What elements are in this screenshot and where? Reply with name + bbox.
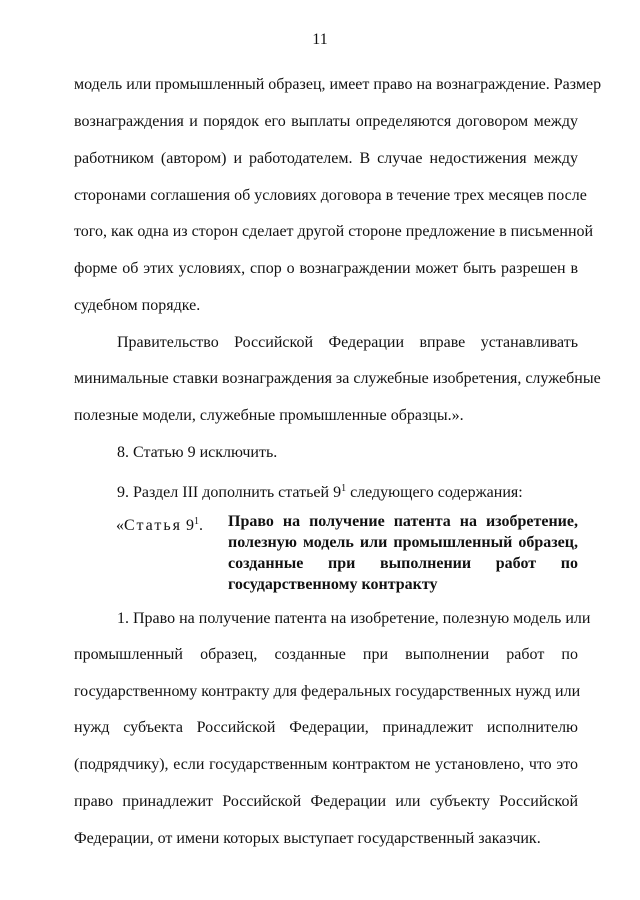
text-line: 1. Право на получение патента на изобретение, полезную модель или <box>117 610 591 627</box>
text-line: модель или промышленный образец, имеет право на вознаграждение. Размер <box>74 76 602 93</box>
text-line: (подрядчику), если государственным контрактом не установлено, что это <box>74 756 578 773</box>
article-label: «Статья $9^1$. <box>116 516 203 534</box>
text-line: судебном порядке. <box>74 297 201 314</box>
text-line: Правительство Российской Федерации вправе устанавливать <box>117 334 578 351</box>
item-9: 9. Раздел III дополнить статьей $9^1$ следующего содержания: <box>117 483 523 501</box>
text-line: нужд субъекта Российской Федерации, принадлежит исполнителю <box>74 719 578 736</box>
text-line: полезные модели, служебные промышленные образцы.». <box>74 407 464 424</box>
text-line: вознаграждения и порядок его выплаты определяются договором между <box>74 113 578 130</box>
text-line: работником (автором) и работодателем. В случае недостижения между <box>74 150 578 167</box>
text-line: право принадлежит Российской Федерации или субъекту Российской <box>74 793 578 810</box>
item-8: 8. Статью 9 исключить. <box>117 444 278 461</box>
text-line: того, как одна из сторон сделает другой стороне предложение в письменной <box>74 223 594 240</box>
page-number: 11 <box>312 31 328 48</box>
text-line: государственному контракту для федеральных государственных нужд или <box>74 683 581 700</box>
heading-line: Право на получение патента на изобретение, <box>228 513 578 530</box>
text-line: минимальные ставки вознаграждения за служебные изобретения, служебные <box>74 370 601 387</box>
text-line: сторонами соглашения об условиях договора в течение трех месяцев после <box>74 187 587 204</box>
heading-line: созданные при выполнении работ по <box>228 555 578 572</box>
text-line: промышленный образец, созданные при выполнении работ по <box>74 646 578 663</box>
heading-line: полезную модель или промышленный образец, <box>228 534 578 551</box>
text-line: Федерации, от имени которых выступает государственный заказчик. <box>74 830 541 847</box>
text-line: форме об этих условиях, спор о вознаграждении может быть разрешен в <box>74 260 578 277</box>
heading-line: государственному контракту <box>228 576 438 593</box>
